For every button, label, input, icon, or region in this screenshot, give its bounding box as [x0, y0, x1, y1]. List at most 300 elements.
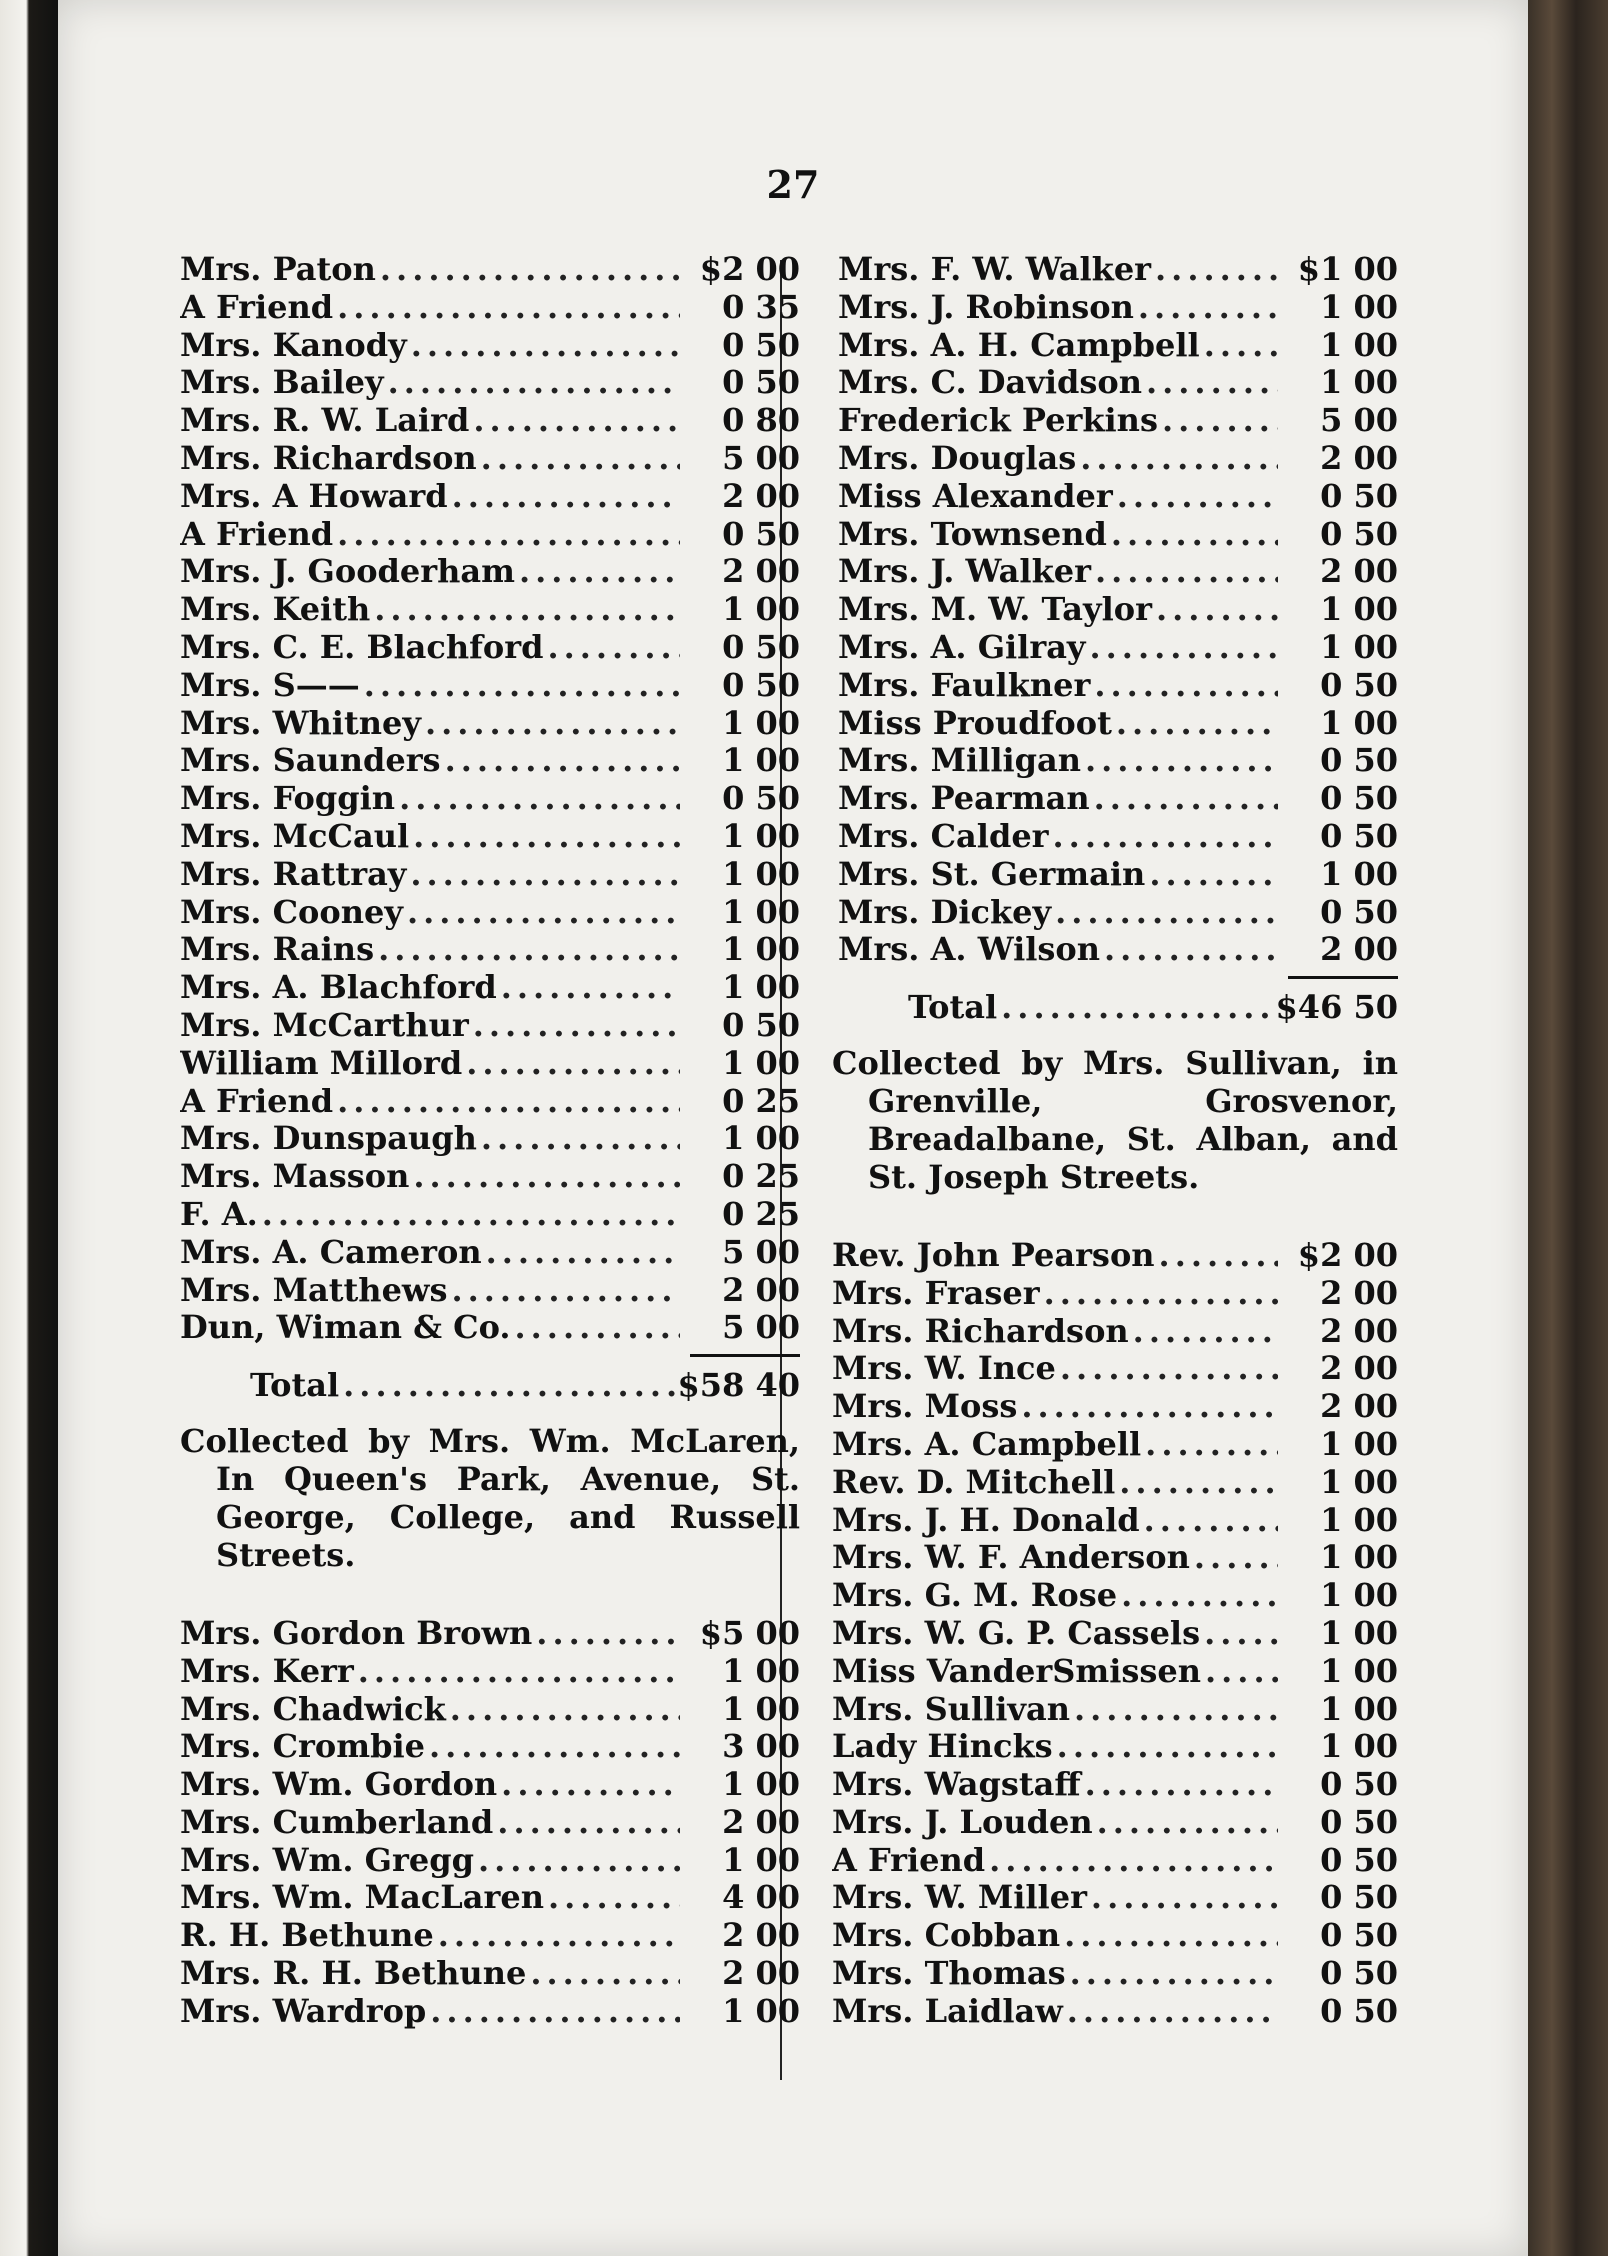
list-item — [180, 326, 800, 364]
subscriber-name: Mrs. C. E. Blachford — [180, 627, 544, 666]
subscriber-name: Mrs. Pearman — [838, 779, 1090, 817]
subscriber-name: Mrs. A. H. Campbell — [838, 325, 1200, 364]
subscriber-name: A Friend — [180, 1081, 334, 1120]
list-item — [838, 893, 1398, 931]
subscriber-name: Mrs. Cooney — [180, 892, 403, 931]
subscription-amount: 0 50 — [1320, 1991, 1398, 2030]
subscriber-name: Mrs. A Howard — [180, 476, 448, 515]
subscriber-name: F. A. — [180, 1194, 258, 1233]
list-item — [180, 893, 800, 931]
subscription-amount: 1 00 — [1320, 1500, 1398, 1539]
book-spine-shadow — [0, 0, 58, 2256]
list-item — [180, 1044, 800, 1082]
list-item — [838, 779, 1398, 817]
list-item — [180, 401, 800, 439]
list-item — [180, 1119, 800, 1157]
subscriber-name: Mrs. Fraser — [832, 1273, 1040, 1312]
list-item — [180, 1195, 800, 1233]
subscriber-name: Miss Alexander — [838, 476, 1113, 515]
leader-dots — [447, 1271, 680, 1309]
subscription-amount: 1 00 — [1320, 854, 1398, 893]
subscriber-name: Frederick Perkins — [838, 401, 1158, 439]
list-item — [180, 1082, 800, 1120]
leader-dots — [409, 1157, 680, 1195]
subscription-amount: 0 50 — [1320, 1840, 1398, 1879]
subscription-amount: 1 00 — [722, 1119, 800, 1158]
list-item — [838, 552, 1398, 590]
list-item — [838, 288, 1398, 326]
total-row — [180, 1366, 800, 1404]
subscriber-name: Mrs. Wardrop — [180, 1991, 427, 2030]
subscriber-name: Rev. D. Mitchell — [832, 1462, 1116, 1501]
leader-dots — [1201, 1652, 1278, 1690]
subscription-amount: 1 00 — [1320, 1651, 1398, 1690]
subscriber-name: Mrs. Masson — [180, 1157, 410, 1195]
subscription-amount: 0 80 — [722, 401, 800, 439]
leader-dots — [1087, 1878, 1278, 1916]
total-label: Total — [250, 1366, 340, 1404]
subscription-amount: 0 50 — [722, 514, 800, 553]
subscription-amount: 1 00 — [1320, 1689, 1398, 1728]
subscription-amount: 1 00 — [1320, 363, 1398, 402]
subscription-amount: 1 00 — [1320, 1424, 1398, 1463]
leader-dots — [1081, 1765, 1278, 1803]
subscription-amount: 0 50 — [1320, 476, 1398, 515]
list-item — [838, 666, 1398, 704]
list-item — [832, 1727, 1398, 1765]
list-item — [180, 1803, 800, 1841]
leader-dots — [1134, 288, 1278, 326]
list-item — [832, 1652, 1398, 1690]
subscriber-name: Mrs. A. Campbell — [832, 1424, 1142, 1463]
list-item — [180, 590, 800, 628]
subscriber-name: Mrs. Rains — [180, 930, 375, 969]
list-item — [180, 288, 800, 326]
list-item — [832, 1803, 1398, 1841]
leader-dots — [1040, 1274, 1278, 1312]
subscription-amount: 1 00 — [722, 1651, 800, 1690]
list-item — [838, 477, 1398, 515]
subscriber-name: Mrs. Richardson — [832, 1311, 1129, 1350]
subscription-amount: 1 00 — [722, 930, 800, 969]
list-item — [180, 515, 800, 553]
subscription-amount: 0 50 — [1320, 1954, 1398, 1992]
leader-dots — [426, 1992, 680, 2030]
subscription-list — [180, 1614, 800, 2030]
list-item — [838, 930, 1398, 968]
subscriber-name: Mrs. J. Robinson — [838, 287, 1134, 326]
list-item — [180, 741, 800, 779]
subscriber-name: A Friend — [180, 287, 334, 326]
leader-dots — [1063, 1992, 1278, 2030]
leader-dots — [544, 1878, 680, 1916]
subscriber-name: Miss Proudfoot — [838, 703, 1112, 742]
subscription-amount: 2 00 — [1320, 552, 1398, 591]
leader-dots — [333, 1082, 680, 1120]
subscriber-name: Mrs. S—— — [180, 665, 360, 704]
leader-dots — [354, 1652, 680, 1690]
list-item — [180, 552, 800, 590]
subscription-amount: 0 25 — [722, 1157, 800, 1195]
subscription-amount: 1 00 — [722, 1991, 800, 2030]
list-item — [180, 1954, 800, 1992]
subscriber-name: Mrs. Gordon Brown — [180, 1613, 533, 1652]
list-item — [180, 250, 800, 288]
list-item — [832, 1463, 1398, 1501]
subscription-amount: 0 50 — [1320, 1916, 1398, 1955]
list-item — [180, 930, 800, 968]
leader-dots — [462, 1044, 680, 1082]
subscriber-name: Mrs. Wm. Gordon — [180, 1765, 498, 1803]
list-item — [180, 1727, 800, 1765]
subscription-amount: 1 00 — [722, 741, 800, 780]
leader-dots — [1190, 1538, 1278, 1576]
subscriber-name: Mrs. J. Walker — [838, 552, 1091, 591]
leader-dots — [1086, 628, 1278, 666]
subscriber-name: Mrs. M. W. Taylor — [838, 590, 1152, 628]
list-item — [832, 1425, 1398, 1463]
subscription-amount: $2 00 — [699, 250, 800, 288]
subscriber-name: Mrs. F. W. Walker — [838, 250, 1152, 288]
subscription-amount: 0 50 — [1320, 1802, 1398, 1841]
list-item — [832, 1274, 1398, 1312]
leader-dots — [1145, 855, 1278, 893]
list-item — [180, 855, 800, 893]
leader-dots — [403, 893, 680, 931]
leader-dots — [1142, 363, 1278, 401]
leader-dots — [1090, 779, 1278, 817]
subscription-amount: 0 35 — [722, 287, 800, 326]
list-item — [180, 817, 800, 855]
subscriber-name: Mrs. St. Germain — [838, 854, 1146, 893]
subscription-amount: 0 50 — [1320, 1765, 1398, 1803]
leader-dots — [376, 250, 680, 288]
list-item — [180, 704, 800, 742]
list-item — [832, 1954, 1398, 1992]
leader-dots — [1053, 1727, 1278, 1765]
list-item — [180, 779, 800, 817]
subscription-amount: 0 50 — [1320, 816, 1398, 855]
subscriber-name: R. H. Bethune — [180, 1916, 434, 1955]
list-item — [832, 1236, 1398, 1274]
subscriber-name: Mrs. J. Louden — [832, 1802, 1093, 1841]
subscription-amount: 0 50 — [722, 363, 800, 402]
leader-dots — [543, 628, 680, 666]
subscriber-name: Mrs. Sullivan — [832, 1689, 1071, 1728]
subscription-amount: 1 00 — [722, 854, 800, 893]
subscription-amount: 1 00 — [722, 1043, 800, 1082]
subscription-amount: 2 00 — [722, 1270, 800, 1309]
list-item — [180, 439, 800, 477]
subscription-amount: 5 00 — [722, 1308, 800, 1347]
leader-dots — [370, 590, 680, 628]
subscriber-name: Mrs. Townsend — [838, 514, 1107, 553]
subscription-amount: $2 00 — [1297, 1235, 1398, 1274]
leader-dots — [1017, 1387, 1278, 1425]
subscriber-name: Mrs. A. Blachford — [180, 968, 497, 1006]
subscriber-name: Mrs. Dickey — [838, 892, 1052, 931]
leader-dots — [1140, 1501, 1278, 1539]
leader-dots — [441, 741, 680, 779]
leader-dots — [532, 1614, 680, 1652]
leader-dots — [469, 401, 680, 439]
subscriber-name: Mrs. Thomas — [832, 1954, 1066, 1992]
list-item — [838, 326, 1398, 364]
list-item — [832, 1349, 1398, 1387]
leader-dots — [477, 439, 680, 477]
subscription-amount: $5 00 — [699, 1613, 800, 1652]
leader-dots — [482, 1233, 680, 1271]
leader-dots — [515, 552, 680, 590]
subscriber-name: Miss VanderSmissen — [832, 1651, 1202, 1690]
left-column — [180, 250, 800, 2030]
subscription-amount: 1 00 — [722, 892, 800, 931]
subscription-amount: 5 00 — [722, 438, 800, 477]
leader-dots — [497, 1765, 680, 1803]
list-item — [832, 1916, 1398, 1954]
subscriber-name: Mrs. Keith — [180, 590, 371, 628]
subscription-amount: 2 00 — [1320, 1349, 1398, 1388]
leader-dots — [407, 326, 680, 364]
leader-dots — [406, 855, 680, 893]
leader-dots — [477, 1119, 680, 1157]
subscription-list — [180, 250, 800, 1346]
leader-dots — [258, 1195, 680, 1233]
leader-dots — [1200, 326, 1278, 364]
subscription-amount: 2 00 — [1320, 930, 1398, 969]
subscription-list — [776, 250, 1398, 968]
subscription-amount: 0 50 — [1320, 741, 1398, 780]
list-item — [180, 1916, 800, 1954]
leader-dots — [493, 1803, 680, 1841]
leader-dots — [1113, 477, 1278, 515]
subscription-amount: 0 50 — [1320, 1878, 1398, 1917]
list-item — [180, 666, 800, 704]
subscription-amount: 0 50 — [1320, 514, 1398, 553]
list-item — [838, 250, 1398, 288]
leader-dots — [421, 704, 680, 742]
subscription-amount: 2 00 — [1320, 1387, 1398, 1425]
subscriber-name: Mrs. W. Ince — [832, 1349, 1056, 1388]
leader-dots — [448, 477, 680, 515]
list-item — [832, 1312, 1398, 1350]
subscription-amount: 2 00 — [722, 552, 800, 591]
leader-dots — [339, 1366, 677, 1404]
subscriber-name: Mrs. G. M. Rose — [832, 1576, 1118, 1614]
subscription-amount: 1 00 — [722, 816, 800, 855]
subscription-amount: 0 50 — [722, 627, 800, 666]
leader-dots — [1100, 930, 1278, 968]
leader-dots — [1091, 552, 1278, 590]
subscriber-name: Dun, Wiman & Co. — [180, 1308, 511, 1347]
list-item — [832, 1992, 1398, 2030]
subscriber-name: Mrs. McCaul — [180, 816, 410, 855]
leader-dots — [434, 1916, 680, 1954]
list-item — [180, 363, 800, 401]
leader-dots — [360, 666, 680, 704]
list-item — [180, 1157, 800, 1195]
subscriber-name: Mrs. Wm. Gregg — [180, 1840, 474, 1879]
list-item — [180, 1614, 800, 1652]
subscriber-name: Mrs. A. Gilray — [838, 627, 1086, 666]
total-label: Total — [908, 988, 998, 1026]
subscriber-name: Mrs. R. H. Bethune — [180, 1954, 527, 1992]
leader-dots — [1066, 1954, 1278, 1992]
subscriber-name: Mrs. W. Miller — [832, 1878, 1087, 1917]
leader-dots — [1107, 515, 1278, 553]
subscription-amount: 0 25 — [722, 1081, 800, 1120]
list-item — [838, 363, 1398, 401]
list-item — [180, 1992, 800, 2030]
subscription-list — [776, 1236, 1398, 2030]
subscriber-name: A Friend — [832, 1840, 986, 1879]
subscription-amount: 1 00 — [1320, 1727, 1398, 1766]
total-amount: $58 40 — [677, 1366, 800, 1404]
subscription-amount: 1 00 — [722, 968, 800, 1006]
list-item — [180, 968, 800, 1006]
page-number: 27 — [766, 162, 820, 207]
subscription-amount: 0 50 — [722, 325, 800, 364]
leader-dots — [1049, 817, 1278, 855]
subscriber-name: Mrs. W. G. P. Cassels — [832, 1613, 1201, 1652]
leader-dots — [1158, 401, 1278, 439]
subscriber-name: Mrs. Bailey — [180, 363, 384, 402]
subscription-amount: 5 00 — [722, 1232, 800, 1271]
list-item — [180, 1308, 800, 1346]
leader-dots — [1076, 439, 1278, 477]
subscription-amount: 2 00 — [722, 1954, 800, 1992]
subscriber-name: Rev. John Pearson — [832, 1235, 1155, 1274]
leader-dots — [374, 930, 680, 968]
list-item — [832, 1576, 1398, 1614]
list-item — [838, 704, 1398, 742]
leader-dots — [1093, 1803, 1278, 1841]
subscription-amount: $1 00 — [1297, 250, 1398, 288]
subscription-amount: 2 00 — [1320, 438, 1398, 477]
subscriber-name: Mrs. Faulkner — [838, 665, 1091, 704]
collector-heading: Collected by Mrs. Sullivan, in Grenville, Grosvenor, Breadalbane, St. Alban, and St. Joseph Streets. — [832, 1043, 1398, 1196]
subscriber-name: Mrs. A. Cameron — [180, 1232, 482, 1271]
list-item — [832, 1690, 1398, 1728]
collector-heading: Collected by Mrs. Wm. McLaren, In Queen's Park, Avenue, St. George, College, and Russell Streets. — [180, 1421, 800, 1574]
leader-dots — [446, 1690, 680, 1728]
subscriber-name: Mrs. Cumberland — [180, 1802, 494, 1841]
subscriber-name: Mrs. J. Gooderham — [180, 552, 515, 591]
leader-dots — [1051, 893, 1278, 931]
subscription-amount: 1 00 — [1320, 703, 1398, 742]
leader-dots — [1155, 1236, 1278, 1274]
leader-dots — [395, 779, 680, 817]
list-item — [180, 477, 800, 515]
subscription-amount: 3 00 — [722, 1727, 800, 1766]
subscriber-name: Mrs. Rattray — [180, 854, 407, 893]
list-item — [180, 1652, 800, 1690]
document-page — [58, 0, 1528, 2256]
leader-dots — [469, 1006, 680, 1044]
subscription-amount: 5 00 — [1320, 401, 1398, 439]
list-item — [180, 1271, 800, 1309]
list-item — [838, 439, 1398, 477]
subscription-amount: 1 00 — [1320, 627, 1398, 666]
book-edge — [1528, 0, 1608, 2256]
leader-dots — [1129, 1312, 1278, 1350]
subscription-amount: 1 00 — [1320, 287, 1398, 326]
leader-dots — [1090, 666, 1278, 704]
leader-dots — [1070, 1690, 1278, 1728]
subscriber-name: Mrs. Calder — [838, 816, 1049, 855]
subscriber-name: Mrs. Kanody — [180, 325, 407, 364]
total-row — [776, 988, 1398, 1026]
total-amount: $46 50 — [1275, 988, 1398, 1026]
list-item — [832, 1841, 1398, 1879]
right-column — [776, 250, 1398, 2030]
subscription-amount: 4 00 — [722, 1878, 800, 1917]
leader-dots — [333, 288, 680, 326]
subscriber-name: Mrs. Crombie — [180, 1727, 425, 1766]
leader-dots — [997, 988, 1275, 1026]
list-item — [832, 1501, 1398, 1539]
leader-dots — [384, 363, 680, 401]
subscription-amount: 0 50 — [1320, 892, 1398, 931]
subscription-amount: 2 00 — [722, 1802, 800, 1841]
subscriber-name: Lady Hincks — [832, 1727, 1053, 1766]
subscription-amount: 0 50 — [722, 779, 800, 817]
subscription-amount: 1 00 — [1320, 1538, 1398, 1577]
leader-dots — [1056, 1349, 1278, 1387]
subscriber-name: Mrs. Foggin — [180, 779, 396, 817]
list-item — [180, 1233, 800, 1271]
subscription-amount: 1 00 — [1320, 325, 1398, 364]
subscription-amount: 2 00 — [722, 1916, 800, 1955]
leader-dots — [1141, 1425, 1278, 1463]
list-item — [832, 1387, 1398, 1425]
list-item — [832, 1878, 1398, 1916]
leader-dots — [1200, 1614, 1278, 1652]
list-item — [838, 628, 1398, 666]
leader-dots — [985, 1841, 1278, 1879]
subscriber-name: Mrs. Richardson — [180, 438, 477, 477]
list-item — [832, 1614, 1398, 1652]
list-item — [838, 817, 1398, 855]
leader-dots — [1117, 1576, 1278, 1614]
leader-dots — [1152, 590, 1278, 628]
subscription-amount: 1 00 — [1320, 1613, 1398, 1652]
list-item — [180, 1765, 800, 1803]
list-item — [838, 855, 1398, 893]
leader-dots — [497, 968, 680, 1006]
list-item — [838, 590, 1398, 628]
subscriber-name: Mrs. Milligan — [838, 741, 1081, 780]
subscription-amount: 1 00 — [1320, 590, 1398, 628]
subscription-amount: 1 00 — [722, 1765, 800, 1803]
subscription-amount: 0 50 — [722, 665, 800, 704]
subscriber-name: Mrs. Saunders — [180, 741, 441, 780]
leader-dots — [1115, 1463, 1278, 1501]
subscription-amount: 2 00 — [1320, 1311, 1398, 1350]
subscriber-name: A Friend — [180, 514, 334, 553]
subscriber-name: Mrs. Douglas — [838, 438, 1077, 477]
subscription-amount: 1 00 — [722, 590, 800, 628]
subscriber-name: Mrs. Whitney — [180, 703, 421, 742]
list-item — [832, 1765, 1398, 1803]
leader-dots — [425, 1727, 680, 1765]
total-rule — [776, 968, 1398, 988]
leader-dots — [474, 1841, 680, 1879]
subscriber-name: Mrs. Chadwick — [180, 1689, 446, 1728]
list-item — [838, 401, 1398, 439]
leader-dots — [1081, 741, 1278, 779]
subscriber-name: Mrs. Wm. MacLaren — [180, 1878, 545, 1917]
